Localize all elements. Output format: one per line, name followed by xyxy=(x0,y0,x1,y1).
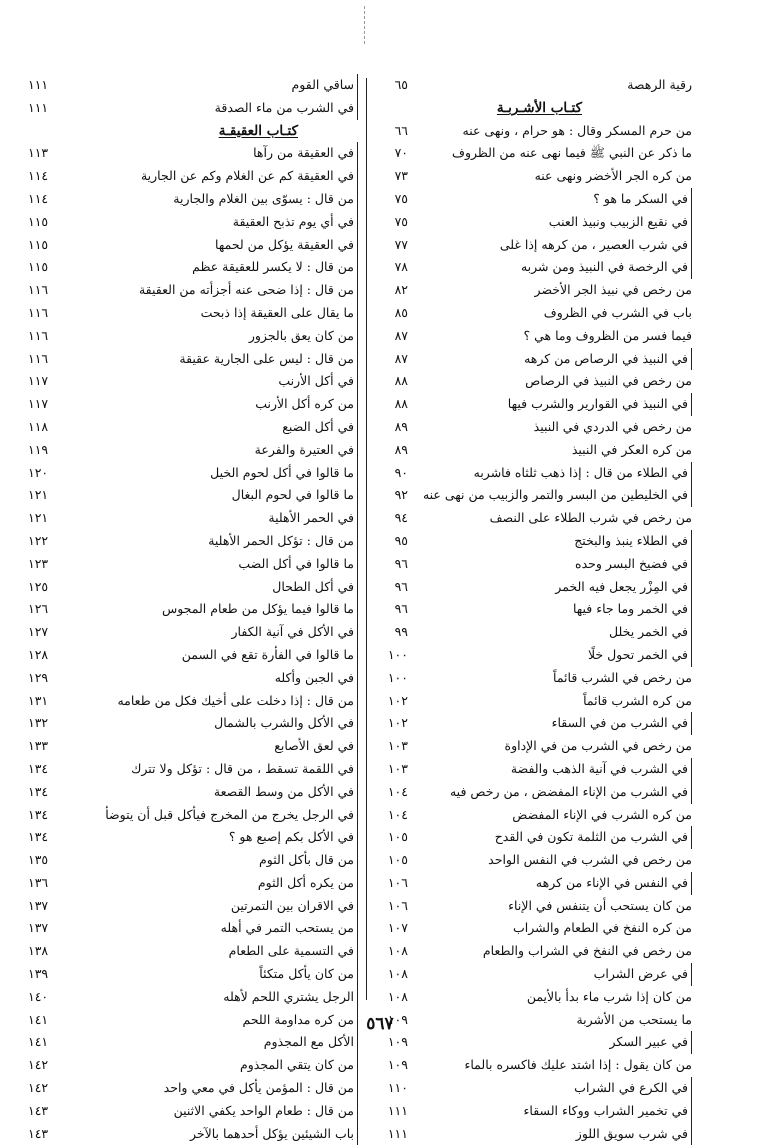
index-entry xyxy=(28,530,358,553)
entry-page-number: ١٠٩ xyxy=(387,1057,408,1073)
entry-title: من رخص في الشرب في النفس الواحد xyxy=(488,852,692,868)
entry-title: من كره الشرب في الإناء المفضض xyxy=(512,806,692,822)
entry-page-number: ١٤٣ xyxy=(28,1102,49,1118)
entry-page-number: ١٣٣ xyxy=(28,738,49,754)
entry-title: في الخليطين من البسر والتمر والزبيب من نهى عنه xyxy=(423,484,692,507)
entry-page-number: ١٠٤ xyxy=(387,806,408,822)
entry-title: الرجل يشتري اللحم لأهله xyxy=(223,986,358,1009)
index-entry xyxy=(28,917,358,940)
index-entry xyxy=(378,234,692,257)
entry-title: باب الشيئين يؤكل أحدهما بالآخر xyxy=(190,1123,358,1145)
entry-title: من كره الشرب قائماً xyxy=(583,692,692,708)
entry-title: في الشرب في آنية الذهب والفضة xyxy=(511,758,692,781)
entry-page-number: ١١٠ xyxy=(387,1080,408,1096)
entry-title: من كان يعق بالجزور xyxy=(249,325,358,348)
index-entry xyxy=(378,120,692,143)
entry-title: في الجبن وأكله xyxy=(275,667,358,690)
index-entry xyxy=(28,621,358,644)
entry-page-number: ٧٨ xyxy=(394,259,408,275)
page-number: ٥٦٧ xyxy=(366,1014,394,1034)
entry-page-number: ٨٧ xyxy=(394,327,408,343)
entry-page-number: ١١٧ xyxy=(28,396,49,412)
entry-title: في الشرب من الإناء المفضض ، من رخص فيه xyxy=(450,781,692,804)
entry-title: من كره أكل الأرنب xyxy=(255,393,358,416)
entry-title: في الخمر يخلل xyxy=(609,621,692,644)
index-entry xyxy=(28,872,358,895)
entry-title: في شرب العصير ، من كرهه إذا غلى xyxy=(500,234,692,257)
index-entry xyxy=(378,576,692,599)
index-entry xyxy=(28,142,358,165)
entry-title: من يستحب التمر في أهله xyxy=(221,917,358,940)
entry-title: في التسمية على الطعام xyxy=(229,940,358,963)
index-entry xyxy=(28,279,358,302)
entry-page-number: ٩٩ xyxy=(394,624,408,640)
index-entry xyxy=(378,849,692,872)
entry-title: من كان يتقي المجذوم xyxy=(240,1054,358,1077)
entry-page-number: ١٠٢ xyxy=(387,715,408,731)
entry-title: في الطلاء ينبذ والبختج xyxy=(574,530,692,553)
entry-page-number: ٨٥ xyxy=(394,304,408,320)
index-entry xyxy=(28,325,358,348)
entry-page-number: ١٠٦ xyxy=(387,897,408,913)
entry-title: في الكرع في الشراب xyxy=(574,1077,692,1100)
entry-page-number: ١٢٠ xyxy=(28,464,49,480)
index-entry xyxy=(378,393,692,416)
entry-page-number: ٩٠ xyxy=(394,464,408,480)
entry-page-number: ١٠٦ xyxy=(387,874,408,890)
index-entry xyxy=(28,1123,358,1145)
index-entry xyxy=(378,507,692,530)
index-entry xyxy=(378,279,692,302)
entry-title: من قال : تؤكل الحمر الأهلية xyxy=(208,530,358,553)
entry-page-number: ٩٢ xyxy=(394,487,408,503)
index-entry xyxy=(378,621,692,644)
entry-title: من كره مداومة اللحم xyxy=(243,1009,359,1032)
entry-title: من كان إذا شرب ماء بدأ بالأيمن xyxy=(526,988,692,1004)
section-heading-row xyxy=(378,97,692,120)
section-heading: كتـاب الأشـربـة xyxy=(496,99,582,116)
entry-page-number: ١٢٥ xyxy=(28,578,49,594)
entry-page-number: ١٣٢ xyxy=(28,715,49,731)
index-entry xyxy=(28,735,358,758)
index-entry xyxy=(378,895,692,918)
index-entry xyxy=(378,712,692,735)
index-entry xyxy=(28,462,358,485)
index-entry xyxy=(28,667,358,690)
entry-page-number: ١٠٣ xyxy=(387,760,408,776)
entry-title: رقية الرهصة xyxy=(627,77,692,92)
entry-title: من حرم المسكر وقال : هو حرام ، ونهى عنه xyxy=(462,122,692,138)
entry-page-number: ١٢٢ xyxy=(28,532,49,548)
index-entry xyxy=(378,302,692,325)
entry-page-number: ١٣٧ xyxy=(28,920,49,936)
entry-page-number: ٦٦ xyxy=(394,122,408,138)
entry-title: ما قالوا في الفأرة تقع في السمن xyxy=(182,644,358,667)
index-entry xyxy=(28,234,358,257)
entry-page-number: ٧٥ xyxy=(394,190,408,206)
entry-title: في أكل الطحال xyxy=(272,576,358,599)
entry-page-number: ١١٣ xyxy=(28,145,49,161)
entry-title: في الأكل والشرب بالشمال xyxy=(214,712,358,735)
entry-page-number: ١١٥ xyxy=(28,213,49,229)
entry-title: في العتيرة والفرعة xyxy=(255,439,358,462)
entry-title: في النبيذ في القوارير والشرب فيها xyxy=(508,393,692,416)
index-entry xyxy=(28,712,358,735)
index-entry xyxy=(28,393,358,416)
entry-title: في السكر ما هو ؟ xyxy=(593,188,692,211)
entry-title: في الأكل في آنية الكفار xyxy=(232,621,358,644)
entry-page-number: ٩٦ xyxy=(394,601,408,617)
entry-page-number: ١٠٢ xyxy=(387,692,408,708)
index-entry xyxy=(28,74,358,97)
entry-title: فيما فسر من الظروف وما هي ؟ xyxy=(523,327,692,343)
entry-title: في أكل الضبع xyxy=(282,416,358,439)
entry-title: ساقي القوم xyxy=(292,74,358,97)
index-entry xyxy=(378,758,692,781)
entry-page-number: ١٢١ xyxy=(28,487,49,503)
index-entry xyxy=(378,667,692,690)
entry-page-number: ١٠٠ xyxy=(387,669,408,685)
entry-title: في تخمير الشراب ووكاء السقاء xyxy=(524,1100,692,1123)
column-divider xyxy=(366,78,367,1000)
entry-title: من قال : لا يكسر للعقيقة عظم xyxy=(192,256,358,279)
entry-page-number: ١٣٦ xyxy=(28,874,49,890)
entry-title: ما يستحب من الأشربة xyxy=(576,1011,692,1027)
entry-page-number: ٨٢ xyxy=(394,282,408,298)
entry-title: في الخمر تحول خلًا xyxy=(588,644,692,667)
entry-page-number: ١١٥ xyxy=(28,259,49,275)
index-entry xyxy=(378,986,692,1009)
entry-title: في شرب سويق اللوز xyxy=(576,1123,692,1145)
entry-page-number: ١٣٤ xyxy=(28,760,49,776)
page-crease-mark xyxy=(364,6,369,44)
entry-page-number: ١٠٥ xyxy=(387,852,408,868)
entry-page-number: ٩٦ xyxy=(394,555,408,571)
entry-title: في الشرب من في السقاء xyxy=(552,712,692,735)
entry-page-number: ١٠٠ xyxy=(387,646,408,662)
entry-page-number: ١٤٣ xyxy=(28,1125,49,1141)
entry-title: من رخص في الشرب قائماً xyxy=(553,669,692,685)
index-entry xyxy=(378,1031,692,1054)
entry-page-number: ١٠٩ xyxy=(387,1011,408,1027)
entry-title: من يكره أكل الثوم xyxy=(258,872,358,895)
index-entry xyxy=(28,211,358,234)
entry-title: من قال : إذا ضحى عنه أجزأته من العقيقة xyxy=(139,279,358,302)
index-entry xyxy=(28,758,358,781)
entry-title: في النبيذ في الرصاص من كرهه xyxy=(524,348,692,371)
entry-title: في العقيقة كم عن الغلام وكم عن الجارية xyxy=(141,165,358,188)
index-entry xyxy=(378,74,692,97)
entry-title: في أكل الأرنب xyxy=(278,370,358,393)
entry-title: في اللقمة تسقط ، من قال : تؤكل ولا تترك xyxy=(131,758,358,781)
index-entry xyxy=(378,940,692,963)
right-column xyxy=(378,74,692,1145)
index-entry xyxy=(28,963,358,986)
index-entry xyxy=(378,188,692,211)
entry-page-number: ١١٤ xyxy=(28,190,49,206)
entry-title: من كره النفخ في الطعام والشراب xyxy=(512,920,692,936)
index-entry xyxy=(378,1123,692,1145)
index-entry xyxy=(378,439,692,462)
entry-page-number: ١٢١ xyxy=(28,510,49,526)
entry-page-number: ١١٦ xyxy=(28,304,49,320)
entry-page-number: ١١١ xyxy=(28,77,49,92)
entry-title: من قال : يسوّى بين الغلام والجارية xyxy=(173,188,358,211)
index-entry xyxy=(378,598,692,621)
entry-page-number: ١٣٤ xyxy=(28,783,49,799)
index-entry xyxy=(28,1031,358,1054)
entry-page-number: ١٠٧ xyxy=(387,920,408,936)
entry-title: في العقيقة يؤكل من لحمها xyxy=(215,234,358,257)
index-entry xyxy=(28,370,358,393)
entry-title: في النفس في الإناء من كرهه xyxy=(536,872,692,895)
entry-page-number: ١٤١ xyxy=(28,1011,49,1027)
entry-title: من كان يأكل متكئاً xyxy=(259,963,358,986)
entry-title: من رخص في الشرب من في الإداوة xyxy=(504,738,692,754)
entry-title: ما قالوا فيما يؤكل من طعام المجوس xyxy=(162,598,358,621)
entry-page-number: ٧٠ xyxy=(394,145,408,161)
entry-page-number: ١٤٠ xyxy=(28,988,49,1004)
index-entry xyxy=(378,1100,692,1123)
entry-page-number: ١٠٨ xyxy=(387,966,408,982)
index-entry xyxy=(28,256,358,279)
entry-page-number: ٧٣ xyxy=(394,168,408,184)
entry-page-number: ١٠٨ xyxy=(387,943,408,959)
entry-title: في عبير السكر xyxy=(610,1031,692,1054)
section-heading-row xyxy=(28,120,358,143)
index-entry xyxy=(378,530,692,553)
entry-title: في الاقران بين التمرتين xyxy=(231,895,358,918)
entry-title: في الشرب من ماء الصدقة xyxy=(215,97,358,120)
index-entry xyxy=(28,439,358,462)
entry-title: من قال : المؤمن يأكل في معي واحد xyxy=(164,1077,358,1100)
entry-page-number: ١٠٥ xyxy=(387,829,408,845)
entry-title: في المِزْر يجعل فيه الخمر xyxy=(555,576,692,599)
entry-page-number: ١٣٥ xyxy=(28,852,49,868)
index-entry xyxy=(28,986,358,1009)
index-entry xyxy=(28,484,358,507)
index-entry xyxy=(28,165,358,188)
entry-page-number: ٨٩ xyxy=(394,441,408,457)
entry-page-number: ٩٥ xyxy=(394,532,408,548)
entry-page-number: ٦٥ xyxy=(394,77,408,92)
entry-page-number: ١٢٦ xyxy=(28,601,49,617)
index-entry xyxy=(28,644,358,667)
entry-title: من قال : ليس على الجارية عقيقة xyxy=(179,348,358,371)
entry-page-number: ١٣١ xyxy=(28,692,49,708)
index-entry xyxy=(28,940,358,963)
entry-title: من كان يقول : إذا اشتد عليك فاكسره بالماء xyxy=(464,1057,692,1073)
index-entry xyxy=(28,97,358,120)
index-entry xyxy=(378,370,692,393)
entry-page-number: ١١١ xyxy=(28,99,49,115)
entry-page-number: ٨٩ xyxy=(394,418,408,434)
section-heading: كتـاب العقيقـة xyxy=(218,122,298,139)
entry-title: من كره الجر الأخضر ونهى عنه xyxy=(534,168,692,184)
entry-page-number: ٨٨ xyxy=(394,396,408,412)
entry-title: ما قالوا في أكل لحوم الخيل xyxy=(210,462,358,485)
index-entry xyxy=(28,1077,358,1100)
entry-page-number: ١١٥ xyxy=(28,236,49,252)
entry-page-number: ٧٧ xyxy=(394,236,408,252)
index-entry xyxy=(28,507,358,530)
entry-title: من كان يستحب أن يتنفس في الإناء xyxy=(508,897,692,913)
entry-page-number: ١١٦ xyxy=(28,327,49,343)
entry-title: في الشرب من الثلمة تكون في القدح xyxy=(495,826,692,849)
index-entry xyxy=(28,804,358,827)
index-entry xyxy=(378,484,692,507)
entry-page-number: ١٢٣ xyxy=(28,555,49,571)
index-entry xyxy=(378,917,692,940)
index-entry xyxy=(28,188,358,211)
index-entry xyxy=(378,416,692,439)
entry-title: ما يقال على العقيقة إذا ذبحت xyxy=(201,302,358,325)
index-entry xyxy=(28,849,358,872)
index-entry xyxy=(378,256,692,279)
entry-page-number: ٨٨ xyxy=(394,373,408,389)
entry-title: في نقيع الزبيب ونبيذ العنب xyxy=(549,211,692,234)
index-entry xyxy=(28,895,358,918)
index-entry xyxy=(378,165,692,188)
index-entry xyxy=(378,735,692,758)
entry-title: من رخص في النفخ في الشراب والطعام xyxy=(482,943,692,959)
entry-page-number: ١٤١ xyxy=(28,1034,49,1050)
entry-page-number: ١١٩ xyxy=(28,441,49,457)
entry-page-number: ١٣٩ xyxy=(28,966,49,982)
entry-page-number: ١١٦ xyxy=(28,350,49,366)
index-entry xyxy=(378,963,692,986)
entry-title: من رخص في الدردي في النبيذ xyxy=(533,418,692,434)
entry-page-number: ١١١ xyxy=(387,1125,408,1141)
entry-title: من قال بأكل الثوم xyxy=(259,849,358,872)
entry-title: من قال : طعام الواحد يكفي الاثنين xyxy=(174,1100,358,1123)
index-entry xyxy=(28,1100,358,1123)
entry-title: ما قالوا في لحوم البغال xyxy=(232,484,358,507)
entry-title: في الأكل بكم إصبع هو ؟ xyxy=(229,826,358,849)
entry-title: في فضيخ البسر وحده xyxy=(575,553,692,576)
entry-page-number: ١٤٢ xyxy=(28,1080,49,1096)
index-entry xyxy=(28,690,358,713)
index-entry xyxy=(378,142,692,165)
index-entry xyxy=(28,826,358,849)
entry-page-number: ١٤٢ xyxy=(28,1057,49,1073)
entry-title: في الحمر الأهلية xyxy=(268,507,358,530)
entry-page-number: ١١٤ xyxy=(28,168,49,184)
index-entry xyxy=(378,348,692,371)
index-entry xyxy=(378,553,692,576)
index-entry xyxy=(28,576,358,599)
index-entry xyxy=(378,644,692,667)
index-entry xyxy=(28,781,358,804)
entry-title: في لعق الأصابع xyxy=(274,735,358,758)
entry-title: من كره العكر في النبيذ xyxy=(571,441,692,457)
entry-page-number: ٩٦ xyxy=(394,578,408,594)
index-entry xyxy=(378,325,692,348)
index-entry xyxy=(378,781,692,804)
index-entry xyxy=(378,462,692,485)
entry-page-number: ١٠٣ xyxy=(387,738,408,754)
entry-page-number: ١٣٤ xyxy=(28,829,49,845)
entry-title: في الرخصة في النبيذ ومن شربه xyxy=(521,256,692,279)
index-entry xyxy=(378,826,692,849)
index-entry xyxy=(28,348,358,371)
entry-title: في عرض الشراب xyxy=(594,963,692,986)
entry-page-number: ١٢٩ xyxy=(28,669,49,685)
entry-page-number: ١١٨ xyxy=(28,418,49,434)
entry-title: في العقيقة من رآها xyxy=(253,142,358,165)
index-entry xyxy=(28,416,358,439)
entry-page-number: ١٣٤ xyxy=(28,806,49,822)
index-entry xyxy=(28,302,358,325)
entry-title: من رخص في شرب الطلاء على النصف xyxy=(489,510,692,526)
index-entry xyxy=(28,553,358,576)
entry-title: باب في الشرب في الظروف xyxy=(543,304,692,320)
index-entry xyxy=(378,872,692,895)
entry-title: من رخص في النبيذ في الرصاص xyxy=(525,373,692,389)
entry-page-number: ٩٤ xyxy=(394,510,408,526)
entry-title: في الطلاء من قال : إذا ذهب ثلثاه فاشربه xyxy=(474,462,692,485)
entry-page-number: ١٢٧ xyxy=(28,624,49,640)
left-column xyxy=(28,74,358,1145)
entry-page-number: ١١٧ xyxy=(28,373,49,389)
index-entry xyxy=(378,1054,692,1077)
entry-title: في أي يوم تذبح العقيقة xyxy=(233,211,358,234)
entry-page-number: ١٠٤ xyxy=(387,783,408,799)
index-entry xyxy=(378,211,692,234)
entry-page-number: ١٣٨ xyxy=(28,943,49,959)
index-entry xyxy=(28,598,358,621)
entry-title: في الخمر وما جاء فيها xyxy=(573,598,692,621)
entry-title: في الرجل يخرج من المخرج فيأكل قبل أن يتوضأ xyxy=(105,804,358,827)
entry-title: في الأكل من وسط القصعة xyxy=(214,781,358,804)
entry-page-number: ١١٦ xyxy=(28,282,49,298)
entry-page-number: ٧٥ xyxy=(394,213,408,229)
index-entry xyxy=(378,1077,692,1100)
entry-title: الأكل مع المجذوم xyxy=(264,1031,358,1054)
entry-page-number: ٨٧ xyxy=(394,350,408,366)
entry-page-number: ١٠٩ xyxy=(387,1034,408,1050)
index-entry xyxy=(378,804,692,827)
entry-title: ما ذكر عن النبي ﷺ فيما نهى عنه من الظروف xyxy=(451,145,692,161)
entry-page-number: ١٣٧ xyxy=(28,897,49,913)
entry-page-number: ١١١ xyxy=(387,1102,408,1118)
entry-page-number: ١٠٨ xyxy=(387,988,408,1004)
entry-title: ما قالوا في أكل الضب xyxy=(238,553,358,576)
entry-title: من قال : إذا دخلت على أخيك فكل من طعامه xyxy=(117,690,358,713)
entry-title: من رخص في نبيذ الجر الأخضر xyxy=(534,282,692,298)
entry-page-number: ١٢٨ xyxy=(28,646,49,662)
index-entry xyxy=(378,690,692,713)
index-entry xyxy=(28,1054,358,1077)
